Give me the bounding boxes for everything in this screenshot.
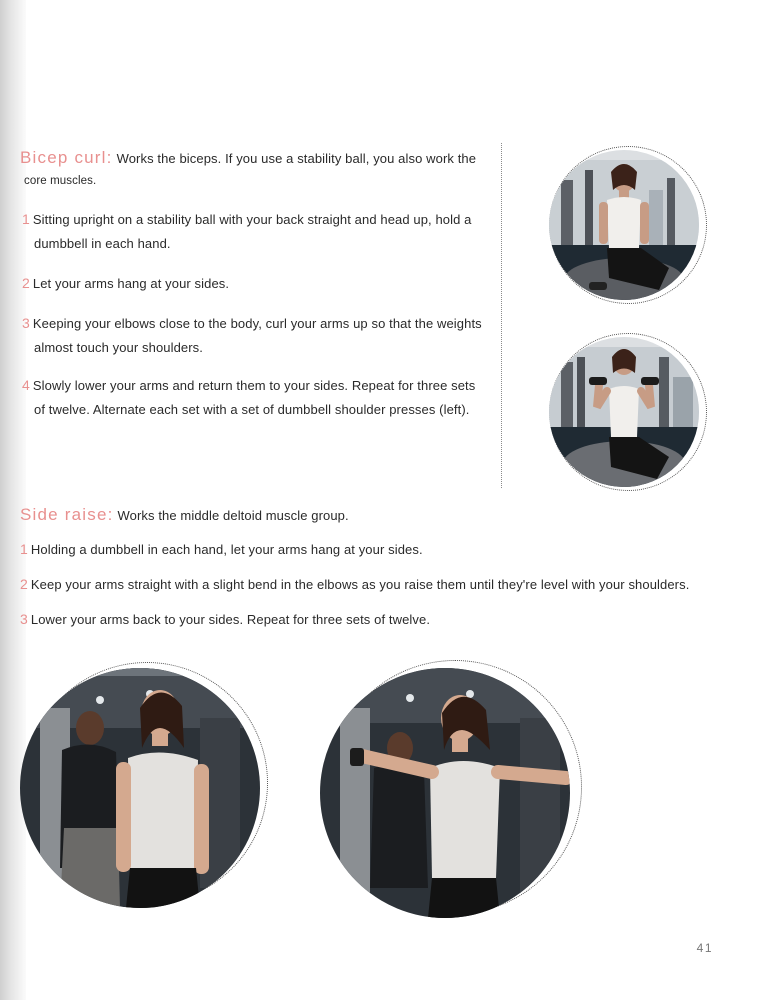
- bicep-step-4-number: 4: [22, 377, 30, 393]
- bicep-step-4-line2: of twelve. Alternate each set with a set of dumbbell shoulder presses (left).: [34, 402, 470, 417]
- bicep-step-1: [22, 208, 492, 231]
- side-raise-step-1: [20, 538, 423, 561]
- column-divider: [501, 143, 502, 488]
- side-raise-step-2: [20, 573, 689, 596]
- side-raise-intro-text: Works the middle deltoid muscle group.: [117, 508, 349, 523]
- bicep-step-3-number: 3: [22, 315, 30, 331]
- bicep-step-3-line1: Keeping your elbows close to the body, curl your arms up so that the weights: [32, 316, 482, 331]
- side-raise-step-2-line1: Keep your arms straight with a slight bend in the elbows as you raise them until they're level with your shoulders.: [30, 577, 690, 592]
- bicep-step-2-number: 2: [22, 275, 30, 291]
- bicep-curl-intro-line1: Works the biceps. If you use a stability ball, you also work the: [116, 151, 477, 166]
- bicep-step-3-line2: almost touch your shoulders.: [34, 340, 203, 355]
- side-raise-step-3-number: 3: [20, 611, 28, 627]
- side-raise-step-3-line1: Lower your arms back to your sides. Repeat for three sets of twelve.: [30, 612, 431, 627]
- page-number: 41: [696, 941, 713, 955]
- bicep-curl-photo-start: [549, 150, 699, 300]
- bicep-step-1-line1: Sitting upright on a stability ball with your back straight and head up, hold a: [32, 212, 472, 227]
- side-raise-step-1-number: 1: [20, 541, 28, 557]
- side-raise-step-3: [20, 608, 430, 631]
- side-raise-photo-start: [20, 668, 260, 908]
- bicep-step-1-line2: dumbbell in each hand.: [34, 236, 171, 251]
- side-raise-intro: [20, 503, 349, 527]
- bicep-step-3: [22, 312, 492, 335]
- bicep-step-1-number: 1: [22, 211, 30, 227]
- bicep-step-4: [22, 374, 492, 397]
- side-raise-photo-up: [320, 668, 570, 918]
- bicep-curl-intro-line2: core muscles.: [24, 175, 97, 187]
- bicep-curl-heading: Bicep curl:: [20, 148, 113, 167]
- side-raise-step-1-line1: Holding a dumbbell in each hand, let your arms hang at your sides.: [30, 542, 423, 557]
- bicep-curl-photo-up: [549, 337, 699, 487]
- bicep-step-2: [22, 272, 229, 295]
- bicep-curl-intro: [20, 146, 490, 170]
- bicep-step-2-line1: Let your arms hang at your sides.: [32, 276, 230, 291]
- bicep-step-4-line1: Slowly lower your arms and return them to your sides. Repeat for three sets: [32, 378, 476, 393]
- side-raise-step-2-number: 2: [20, 576, 28, 592]
- side-raise-heading: Side raise:: [20, 505, 114, 524]
